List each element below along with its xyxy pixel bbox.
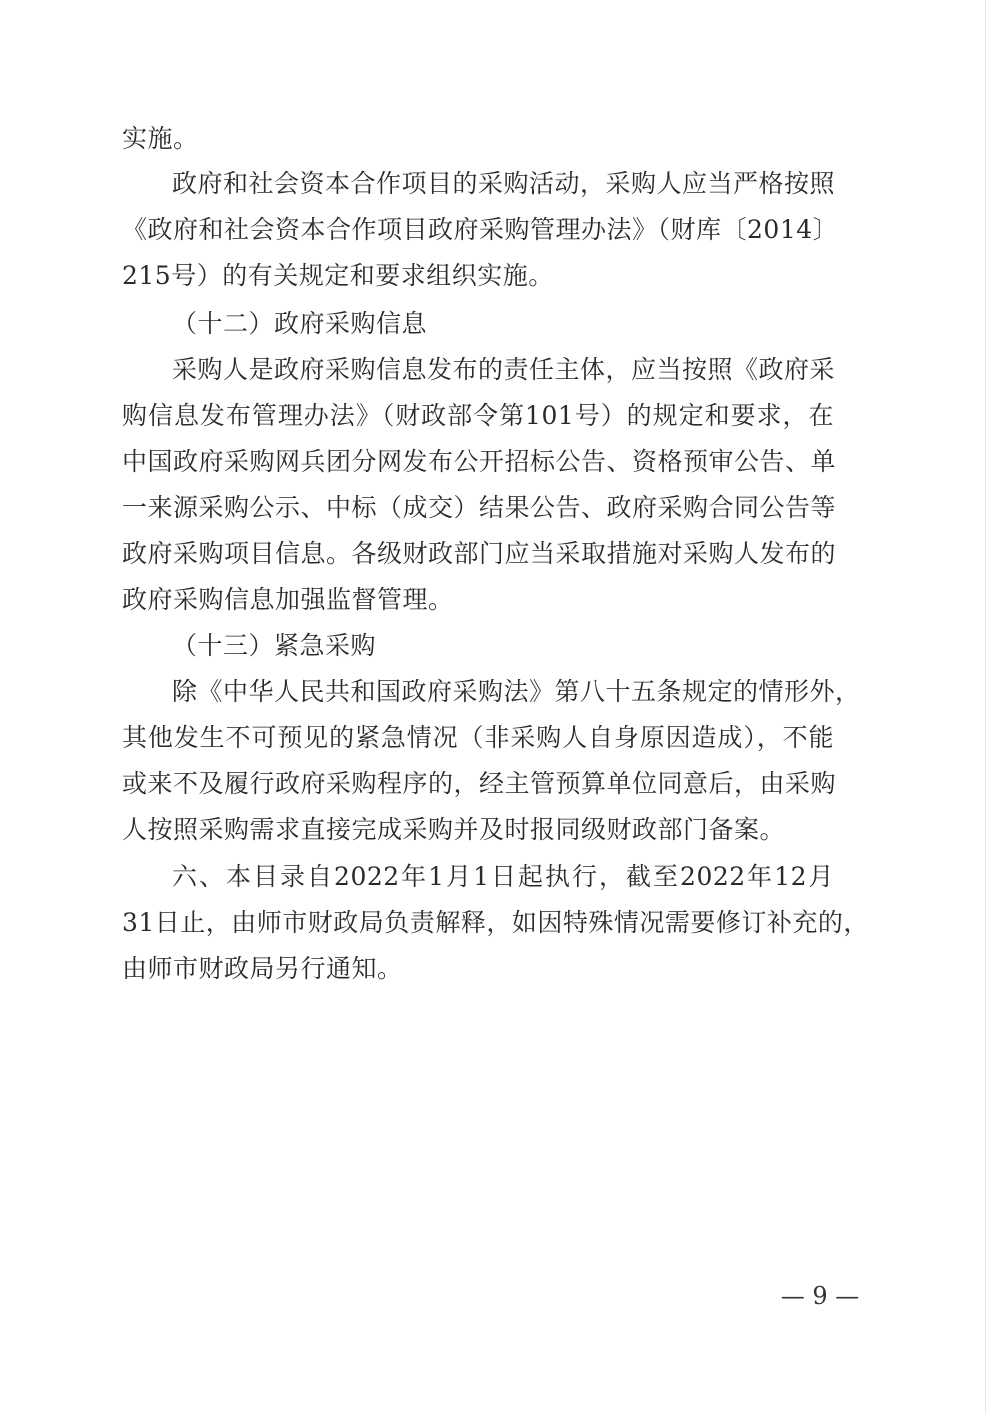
body-line-11: 政府采购信息加强监督管理。	[122, 585, 454, 614]
body-line-18: 31日止，由师市财政局负责解释，如因特殊情况需要修订补充的，	[122, 908, 869, 937]
section-heading-13: （十三）紧急采购	[172, 631, 377, 660]
body-line-6: 采购人是政府采购信息发布的责任主体，应当按照《政府采	[172, 355, 836, 384]
body-line-16: 人按照采购需求直接完成采购并及时报同级财政部门备案。	[122, 815, 786, 844]
section-heading-12: （十二）政府采购信息	[172, 309, 428, 338]
body-line-13: 除《中华人民共和国政府采购法》第八十五条规定的情形外，	[172, 677, 861, 706]
body-line-7: 购信息发布管理办法》（财政部令第101号）的规定和要求，在	[122, 401, 834, 430]
body-line-17: 六、本目录自2022年1月1日起执行，截至2022年12月	[172, 862, 834, 891]
body-line-8: 中国政府采购网兵团分网发布公开招标公告、资格预审公告、单	[122, 447, 837, 476]
body-line-19: 由师市财政局另行通知。	[122, 954, 403, 983]
scan-edge-line	[985, 0, 986, 1413]
body-line-3: 《政府和社会资本合作项目政府采购管理办法》（财库〔2014〕	[122, 215, 839, 244]
body-line-2: 政府和社会资本合作项目的采购活动，采购人应当严格按照	[172, 169, 836, 198]
body-line-9: 一来源采购公示、中标（成交）结果公告、政府采购合同公告等	[122, 493, 837, 522]
body-line-4: 215号）的有关规定和要求组织实施。	[122, 261, 554, 290]
body-line-15: 或来不及履行政府采购程序的，经主管预算单位同意后，由采购	[122, 769, 837, 798]
body-line-14: 其他发生不可预见的紧急情况（非采购人自身原因造成），不能	[122, 723, 834, 752]
body-line-1: 实施。	[122, 124, 199, 153]
body-line-10: 政府采购项目信息。各级财政部门应当采取措施对采购人发布的	[122, 539, 837, 568]
page-number: — 9 —	[780, 1282, 860, 1310]
